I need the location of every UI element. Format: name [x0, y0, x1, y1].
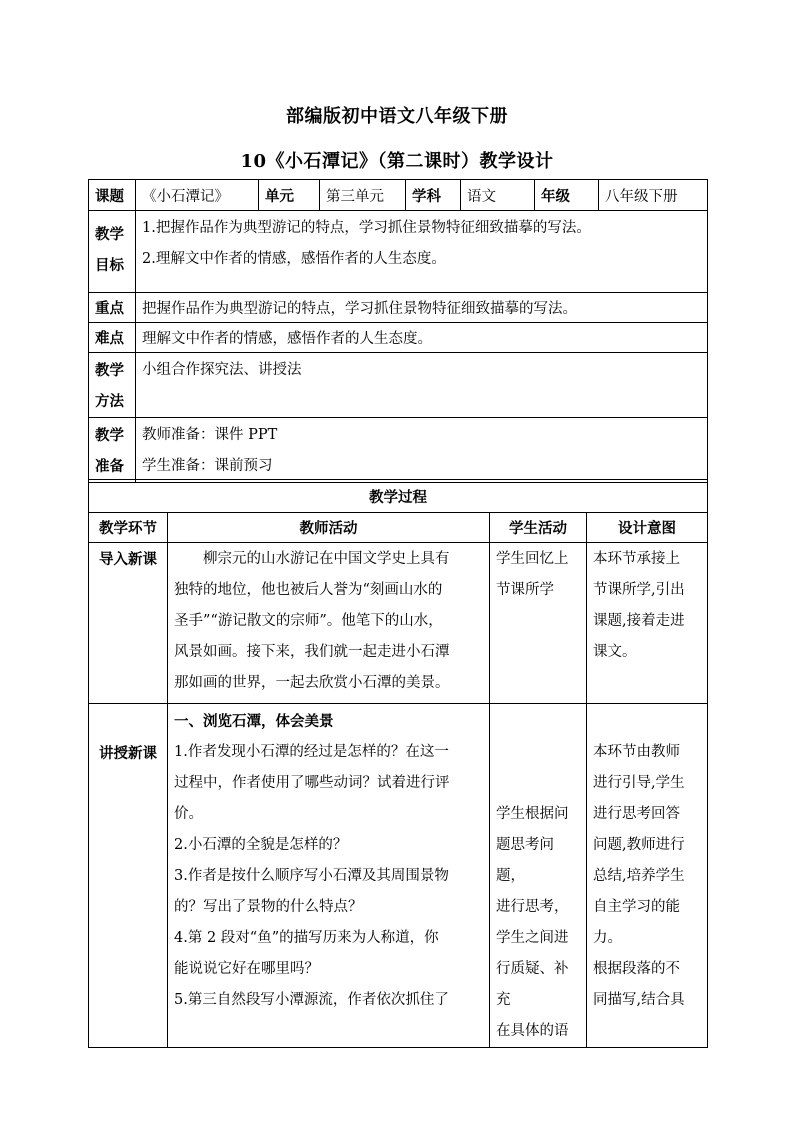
goals-label: [89, 211, 136, 293]
text-line: 4.第 2 段对“鱼”的描写历来为人称道，你: [174, 930, 439, 946]
difficulty-row: [89, 323, 708, 353]
intro-row: [89, 543, 708, 704]
text-line: 节课所学: [496, 582, 554, 598]
text-line: 进行引导,学生: [593, 775, 685, 791]
method-label-line1: 教学: [95, 362, 124, 379]
text-line: 本环节承接上: [593, 551, 680, 567]
prep-content: [136, 418, 708, 483]
process-title-row: [89, 480, 708, 513]
text-line: 过程中，作者使用了哪些动词？试着进行评: [174, 775, 450, 791]
text-line: 学生根据问: [496, 806, 569, 822]
prep-label-line1: 教学: [95, 427, 124, 444]
text-line: 1.作者发现小石潭的经过是怎样的？在这一: [174, 744, 449, 760]
teacher-prep: 教师准备：课件 PPT: [142, 427, 278, 443]
text-line: 在具体的语: [496, 1023, 569, 1039]
text-line: 充: [496, 992, 511, 1008]
text-line: 学生之间进: [496, 930, 569, 946]
lecture-teacher-activity: [168, 704, 490, 1048]
method-label-line2: 方法: [95, 393, 124, 410]
unit-label: 单元: [259, 180, 320, 211]
topic-label: 课题: [89, 180, 136, 211]
text-line: 价。: [174, 806, 203, 822]
section-heading: 一、浏览石潭，体会美景: [174, 713, 334, 730]
text-line: 课题,接着走进: [593, 613, 685, 629]
lecture-student-activity: [490, 704, 587, 1048]
text-line: 独特的地位，他也被后人誉为“刻画山水的: [174, 582, 443, 598]
text-line: 风景如画。接下来，我们就一起走进小石潭: [174, 644, 450, 660]
goal-item: 2.理解文中作者的情感，感悟作者的人生态度。: [142, 251, 446, 267]
prep-label: [89, 418, 136, 483]
intro-teacher-activity: [168, 543, 490, 704]
method-text: 小组合作探究法、讲授法: [136, 353, 708, 418]
text-line: 行质疑、补: [496, 961, 569, 977]
grade-label: 年级: [535, 180, 599, 211]
header-intent: 设计意图: [587, 513, 708, 543]
text-line: 圣手”“游记散文的宗师”。他笔下的山水，: [174, 613, 443, 629]
goals-content: [136, 211, 708, 293]
subject-label: 学科: [406, 180, 461, 211]
key-point-text: 把握作品作为典型游记的特点，学习抓住景物特征细致描摹的写法。: [136, 293, 708, 323]
key-point-label: 重点: [89, 293, 136, 323]
text-line: 2.小石潭的全貌是怎样的？: [174, 837, 348, 853]
document-title: 部编版初中语文八年级下册: [286, 106, 508, 127]
goals-label-line2: 目标: [95, 257, 124, 274]
student-prep: 学生准备：课前预习: [142, 458, 273, 474]
goals-label-line1: 教学: [95, 226, 124, 243]
unit-value: 第三单元: [320, 180, 406, 211]
intro-design-intent: [587, 543, 708, 704]
lecture-row: [89, 704, 708, 1048]
process-header-row: [89, 513, 708, 543]
grade-value: 八年级下册: [599, 180, 708, 211]
text-line: 同描写,结合具: [593, 992, 685, 1008]
text-line: 根据段落的不: [593, 961, 680, 977]
topic-value: 《小石潭记》: [136, 180, 259, 211]
prep-label-line2: 准备: [95, 458, 124, 475]
text-line: 题思考问题，: [496, 837, 554, 884]
text-line: 柳宗元的山水游记在中国文学史上具有: [174, 551, 450, 567]
text-line: 5.第三自然段写小潭源流，作者依次抓住了: [174, 992, 449, 1008]
text-line: 进行思考回答: [593, 806, 680, 822]
document-subtitle: 10《小石潭记》（第二课时）教学设计: [240, 151, 554, 172]
text-line: 本环节由教师: [593, 744, 680, 760]
text-line: 进行思考，: [496, 899, 569, 915]
text-line: 节课所学,引出: [593, 582, 685, 598]
subject-value: 语文: [461, 180, 535, 211]
goals-row: [89, 211, 708, 293]
header-stage: 教学环节: [89, 513, 168, 543]
difficulty-label: 难点: [89, 323, 136, 353]
text-line: 总结,培养学生: [593, 868, 685, 884]
teaching-process-table: [88, 479, 708, 1048]
text-line: 课文。: [593, 644, 637, 660]
header-student: 学生活动: [490, 513, 587, 543]
text-line: 学生回忆上: [496, 551, 569, 567]
text-line: 自主学习的能: [593, 899, 680, 915]
header-teacher: 教师活动: [168, 513, 490, 543]
lesson-info-table: [88, 179, 708, 483]
intro-student-activity: [490, 543, 587, 704]
text-line: 那如画的世界，一起去欣赏小石潭的美景。: [174, 675, 450, 691]
info-row: [89, 180, 708, 211]
text-line: 能说说它好在哪里吗？: [174, 961, 319, 977]
lecture-stage: 讲授新课: [89, 704, 168, 1048]
lecture-design-intent: [587, 704, 708, 1048]
intro-stage: 导入新课: [89, 543, 168, 704]
text-line: 的？写出了景物的什么特点？: [174, 899, 363, 915]
method-label: [89, 353, 136, 418]
difficulty-text: 理解文中作者的情感，感悟作者的人生态度。: [136, 323, 708, 353]
text-line: 力。: [593, 930, 622, 946]
text-line: 问题,教师进行: [593, 837, 685, 853]
goal-item: 1.把握作品作为典型游记的特点，学习抓住景物特征细致描摹的写法。: [142, 220, 591, 236]
prep-row: [89, 418, 708, 483]
text-line: 3.作者是按什么顺序写小石潭及其周围景物: [174, 868, 449, 884]
method-row: [89, 353, 708, 418]
key-point-row: [89, 293, 708, 323]
process-title: 教学过程: [89, 480, 708, 513]
